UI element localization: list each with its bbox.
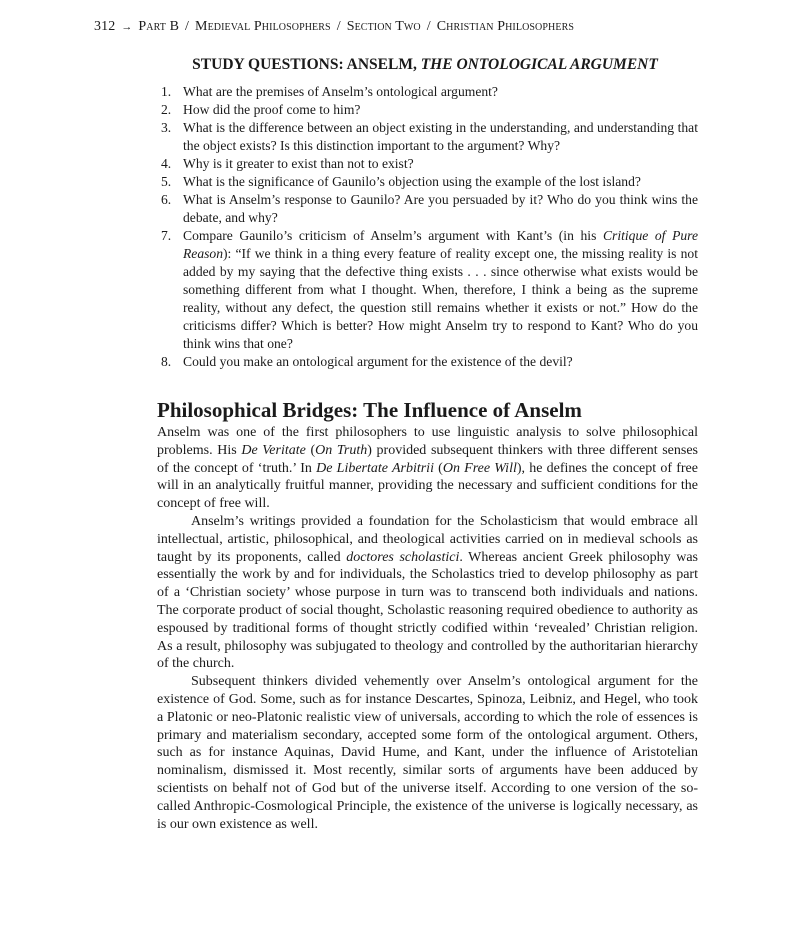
question-item <box>157 173 698 191</box>
question-item <box>157 101 698 119</box>
paragraph-text: ( <box>433 460 443 476</box>
latin-term: doctores scholastici <box>346 549 460 565</box>
study-questions-title-work: THE ONTOLOGICAL ARGUMENT <box>420 56 658 73</box>
question-text: ): “If we think in a thing every feature of reality except one, the missing reality is not added by my saying that the defective thing exists . . . since otherwise what exists would be something different from what I thought. When, therefore, I think a being as the supreme reality, without any defect, the question still remains whether it exists or not.” How do the criticisms differ? Which is better? How might Anselm try to respond to Kant? Who do you think wins that one? <box>183 246 698 351</box>
question-text: How did the proof come to him? <box>183 102 361 117</box>
question-number: 3. <box>161 120 172 135</box>
arrow-icon: → <box>121 21 133 33</box>
section-heading: Philosophical Bridges: The Influence of Anselm <box>157 398 582 422</box>
paragraph: Subsequent thinkers divided vehemently over Anselm’s ontological argument for the existence of God. Some, such as for instance Descartes, Spinoza, Leibniz, and Hegel, who took a Platonic or neo-Platonic realistic view of universals, according to which the role of essences is primary and materialism secondary, accepted some form of the ontological argument. Others, such as for instance Aquinas, David Hume, and Kant, under the influence of Aristotelian nominalism, dismissed it. Most recently, similar sorts of arguments have been adduced by scientists on behalf not of God but of the universe itself. According to one version of the so-called Anthropic-Cosmological Principle, the existence of the universe is logically necessary, as is our own existence as well. <box>157 674 698 832</box>
work-title: On Free Will <box>442 460 517 476</box>
paragraph-text: Anselm’s writings provided a foundation for the Scholasticism that would embrace all intellectual, artistic, philosophical, and theological activities carried on in medieval schools as taught by its proponents, called <box>157 513 698 565</box>
study-questions-title-prefix: STUDY QUESTIONS: ANSELM, <box>192 56 421 73</box>
question-text: What are the premises of Anselm’s ontological argument? <box>183 84 498 99</box>
question-item <box>157 119 698 155</box>
question-item <box>157 155 698 173</box>
paragraph-text: . Whereas ancient Greek philosophy was essentially the work by and for individuals, the Scholastics tried to develop philosophy as part of a ‘Christian society’ whose purpose in turn was to transcend both individuals and nations. The corporate product of social thought, Scholastic reasoning required obedience to authority as espoused by traditional forms of thought strictly codified within ‘revealed’ Christian religion. As a result, philosophy was subjugated to theology and controlled by the authoritarian hierarchy of the church. <box>157 549 699 672</box>
question-text: Could you make an ontological argument for the existence of the devil? <box>183 354 573 369</box>
question-text: Compare Gaunilo’s criticism of Anselm’s argument with Kant’s (in his <box>183 228 603 243</box>
study-questions-title <box>0 56 794 74</box>
header-subsection: Christian Philosophers <box>436 19 574 34</box>
question-text: Why is it greater to exist than not to exist? <box>183 156 414 171</box>
work-title: De Veritate <box>241 442 306 458</box>
paragraph-text: ), he defines the concept of free will in an analytically fruitful manner, providing the necessary and sufficient conditions for the concept of free will. <box>157 460 698 512</box>
question-number: 8. <box>161 354 172 369</box>
header-separator: / <box>185 19 190 34</box>
paragraph-text: Anselm was one of the first philosophers to use linguistic analysis to solve philosophical problems. His <box>157 425 698 458</box>
question-item <box>157 227 698 353</box>
header-part: Part B <box>138 19 180 34</box>
header-section: Section Two <box>346 19 421 34</box>
question-number: 7. <box>161 228 172 243</box>
header-separator: / <box>426 19 431 34</box>
question-number: 5. <box>161 174 172 189</box>
question-item <box>157 83 698 101</box>
question-number: 1. <box>161 84 172 99</box>
work-title: De Libertate Arbitrii <box>316 460 434 476</box>
paragraph-text: ( <box>305 442 316 458</box>
question-work-title: Critique of Pure Reason <box>183 228 698 261</box>
question-item <box>157 191 698 227</box>
work-title: On Truth <box>315 442 368 458</box>
header-chapter: Medieval Philosophers <box>195 19 331 34</box>
paragraph <box>157 513 698 673</box>
page-number: 312 <box>94 19 116 34</box>
question-text: What is the significance of Gaunilo’s objection using the example of the lost island? <box>183 174 641 189</box>
question-text: What is Anselm’s response to Gaunilo? Are you persuaded by it? Who do you think wins the debate, and why? <box>183 192 698 225</box>
paragraph-text: ) provided subsequent thinkers with three different senses of the concept of ‘truth.’ In <box>157 442 699 476</box>
body-text <box>157 424 698 833</box>
study-questions-list <box>157 83 698 371</box>
question-number: 2. <box>161 102 172 117</box>
question-number: 6. <box>161 192 172 207</box>
question-text: What is the difference between an object existing in the understanding, and understanding that the object exists? Is this distinction important to the argument? Why? <box>183 120 698 153</box>
header-separator: / <box>336 19 341 34</box>
paragraph <box>157 424 698 513</box>
running-header <box>94 19 574 35</box>
question-item <box>157 353 698 371</box>
question-number: 4. <box>161 156 172 171</box>
